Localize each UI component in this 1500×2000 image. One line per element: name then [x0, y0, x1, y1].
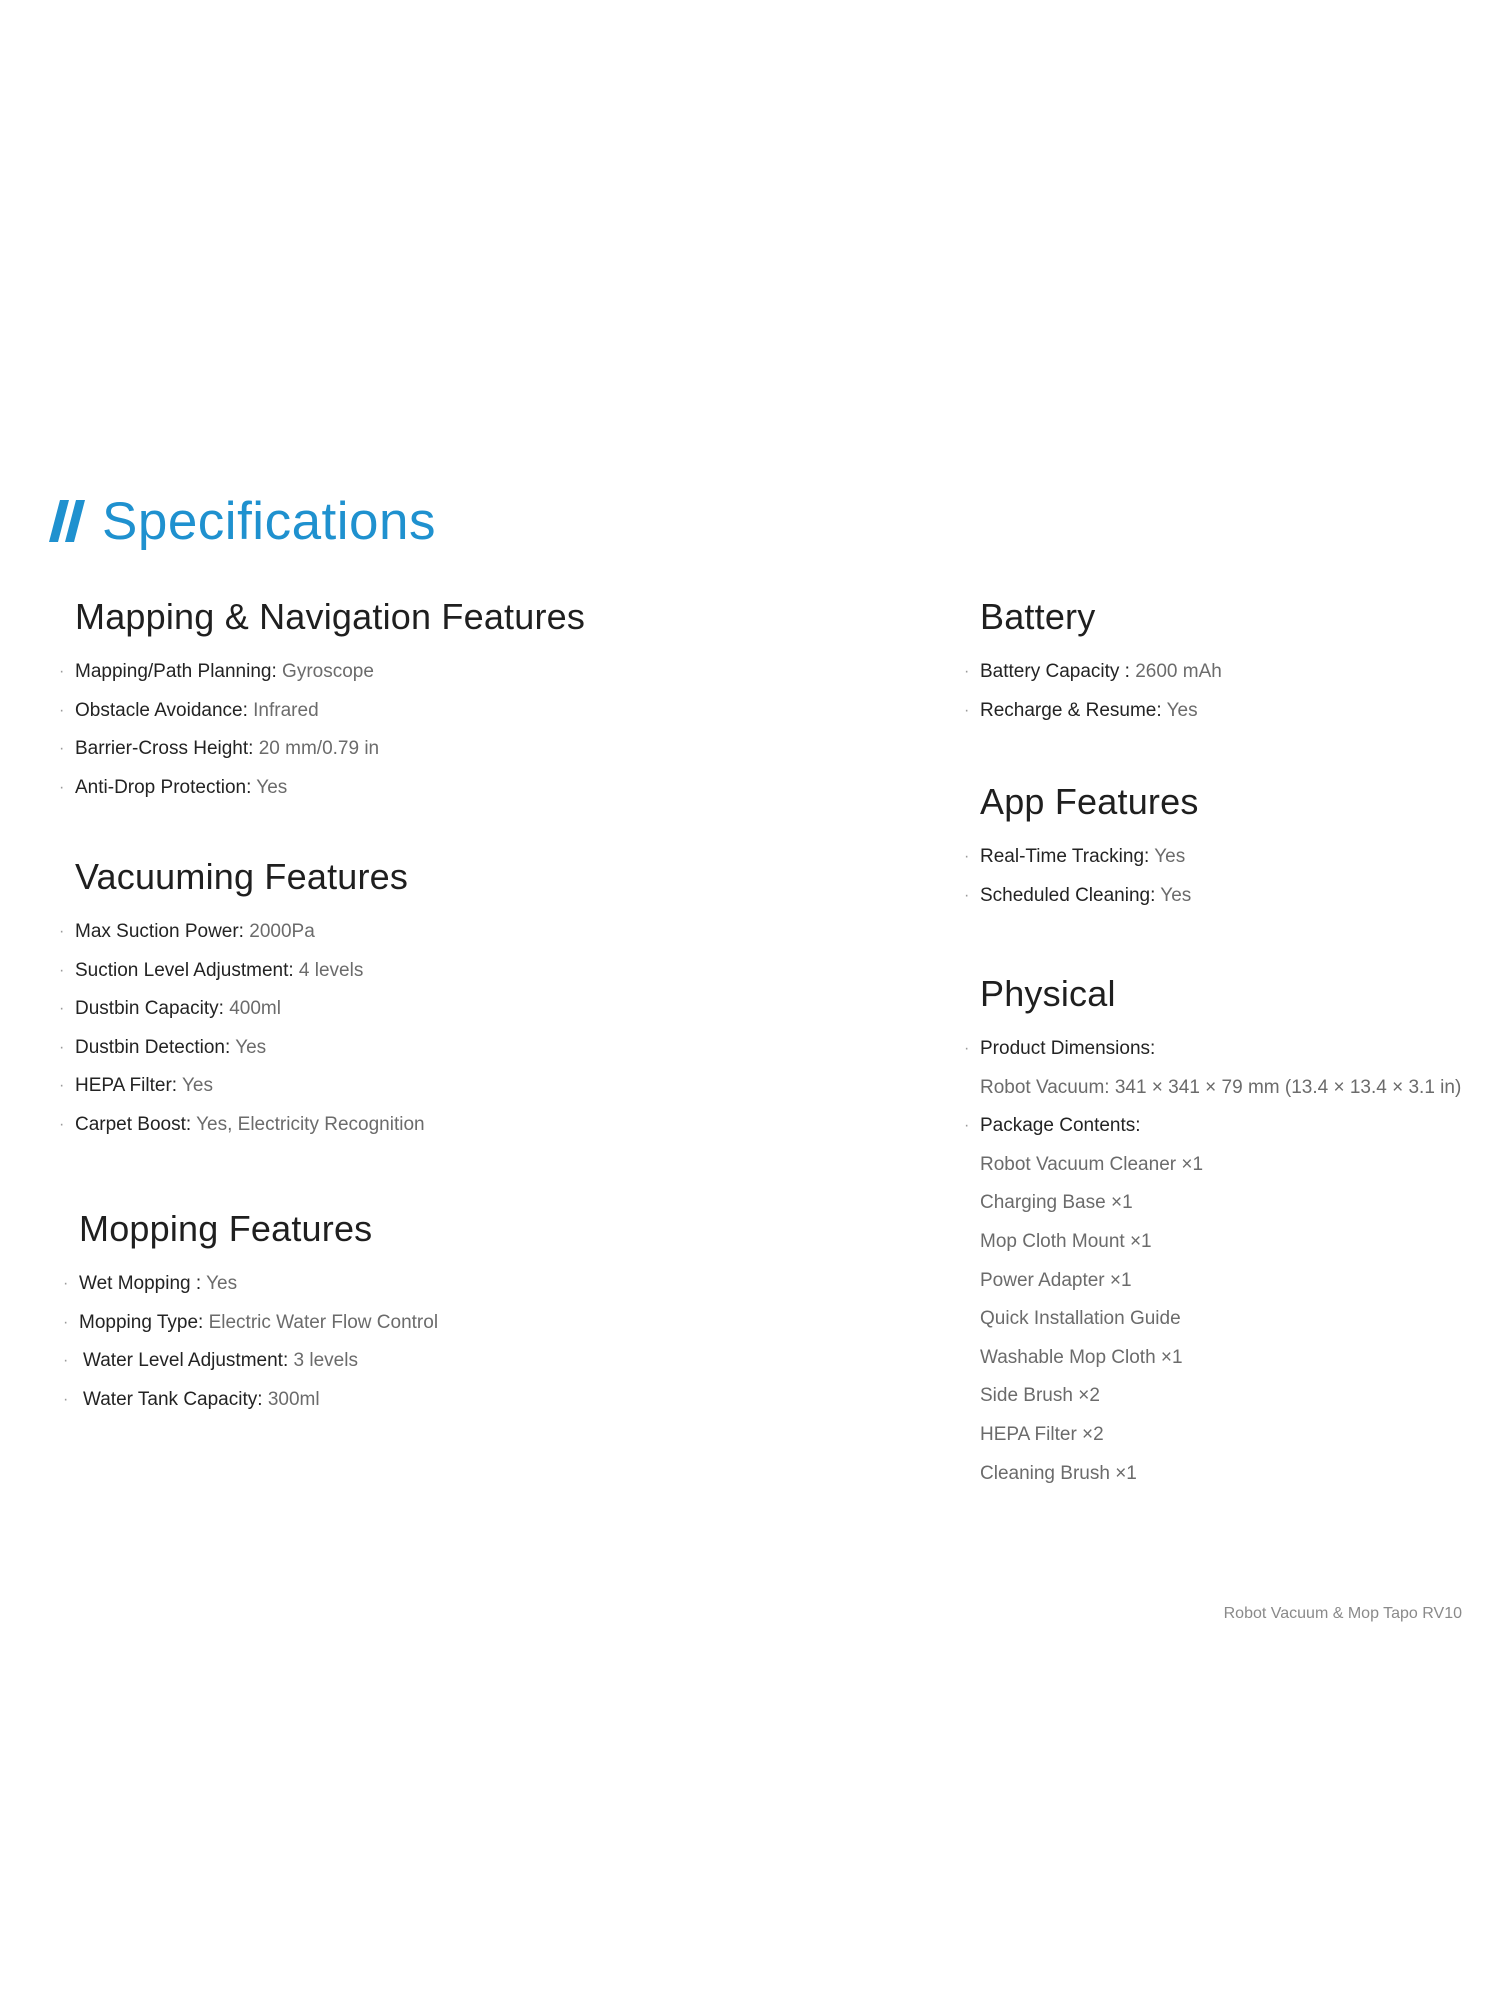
spec-item — [63, 1272, 438, 1311]
spec-value: Yes — [1166, 699, 1198, 721]
double-slash-icon — [48, 496, 92, 546]
spec-item — [59, 699, 585, 738]
spec-item — [59, 920, 425, 959]
spec-item — [964, 1114, 1461, 1153]
bullet: · — [59, 1115, 65, 1133]
spec-list-physical — [964, 1037, 1462, 1500]
page-title: Specifications — [102, 491, 437, 551]
bullet: · — [59, 961, 65, 979]
bullet: · — [63, 1390, 69, 1408]
section-battery — [964, 596, 1222, 737]
spec-label: Water Tank Capacity: — [83, 1388, 263, 1410]
section-vacuuming — [59, 856, 425, 1152]
spec-value: 2600 mAh — [1135, 661, 1222, 682]
bullet: · — [59, 778, 65, 796]
spec-label: Barrier-Cross Height: — [75, 738, 254, 760]
package-item: Power Adapter ×1 — [980, 1269, 1132, 1291]
section-mapping — [59, 596, 586, 814]
spec-item — [63, 1388, 438, 1427]
spec-label: Recharge & Resume: — [980, 699, 1162, 721]
spec-value: Yes — [256, 776, 288, 798]
package-item: Washable Mop Cloth ×1 — [980, 1346, 1183, 1368]
spec-item — [964, 884, 1199, 923]
spec-value: Infrared — [253, 699, 319, 721]
spec-item — [964, 1037, 1461, 1076]
spec-value: 3 levels — [293, 1350, 358, 1372]
spec-value: 300ml — [267, 1388, 320, 1410]
spec-item — [964, 699, 1222, 738]
spec-item — [63, 1311, 439, 1350]
spec-value: Yes — [1154, 846, 1186, 867]
spec-item — [59, 776, 585, 815]
spec-label: Dustbin Detection: — [75, 1036, 231, 1058]
spec-label: Mapping/Path Planning: — [75, 661, 277, 682]
spec-value: Yes — [1160, 884, 1192, 906]
spec-value: Yes — [235, 1036, 267, 1058]
spec-label: HEPA Filter: — [75, 1075, 178, 1097]
spec-item — [59, 737, 585, 776]
bullet: · — [63, 1275, 69, 1292]
spec-label: Wet Mopping : — [79, 1273, 202, 1294]
spec-value: 20 mm/0.79 in — [258, 738, 380, 760]
spec-list-mopping — [63, 1272, 439, 1426]
section-title-mapping: Mapping & Navigation Features — [75, 596, 586, 637]
spec-label: Battery Capacity : — [980, 661, 1130, 682]
spec-item — [63, 1349, 438, 1388]
spec-value: 2000Pa — [249, 921, 315, 942]
bullet: · — [59, 923, 65, 940]
spec-value: Yes — [182, 1075, 213, 1097]
spec-label: Product Dimensions: — [980, 1038, 1156, 1059]
spec-label: Max Suction Power: — [75, 921, 244, 942]
bullet: · — [59, 663, 65, 680]
bullet: · — [964, 663, 970, 680]
spec-label: Package Contents: — [980, 1115, 1141, 1137]
spec-item — [59, 959, 425, 998]
spec-value: 400ml — [229, 998, 281, 1020]
section-title-vacuuming: Vacuuming Features — [75, 856, 409, 897]
bullet: · — [964, 886, 970, 904]
bullet: · — [964, 1117, 970, 1135]
spec-label: Suction Level Adjustment: — [75, 959, 294, 981]
bullet: · — [63, 1352, 69, 1370]
section-mopping — [63, 1208, 439, 1426]
package-item: Mop Cloth Mount ×1 — [980, 1230, 1152, 1252]
package-item: Charging Base ×1 — [980, 1192, 1133, 1214]
spec-label: Real-Time Tracking: — [980, 846, 1150, 867]
spec-value: Yes — [206, 1273, 238, 1294]
section-physical — [964, 973, 1462, 1500]
spec-item — [59, 1074, 425, 1113]
package-item: HEPA Filter ×2 — [980, 1423, 1104, 1445]
spec-item — [964, 660, 1222, 699]
spec-list-mapping — [59, 660, 585, 814]
spec-list-battery — [964, 660, 1222, 737]
spec-label: Dustbin Capacity: — [75, 998, 224, 1020]
package-item: Side Brush ×2 — [980, 1385, 1100, 1407]
bullet: · — [964, 701, 970, 719]
section-app — [964, 781, 1199, 922]
spec-value: Electric Water Flow Control — [208, 1311, 439, 1333]
spec-label: Mopping Type: — [79, 1311, 204, 1333]
spec-list-app — [964, 845, 1199, 922]
spec-value: 4 levels — [298, 959, 364, 981]
spec-label: Anti-Drop Protection: — [75, 776, 252, 798]
section-title-physical: Physical — [980, 973, 1116, 1014]
spec-label: Water Level Adjustment: — [83, 1350, 289, 1372]
bullet: · — [59, 1000, 65, 1018]
spec-label: Obstacle Avoidance: — [75, 699, 248, 721]
bullet: · — [59, 1038, 65, 1056]
spec-value: Gyroscope — [282, 661, 374, 682]
dimensions-value: Robot Vacuum: 341 × 341 × 79 mm (13.4 × 13.4 × 3.1 in) — [980, 1076, 1462, 1098]
spec-label: Carpet Boost: — [75, 1113, 192, 1135]
bullet: · — [964, 848, 970, 865]
bullet: · — [59, 740, 65, 758]
package-item: Robot Vacuum Cleaner ×1 — [980, 1153, 1204, 1175]
section-title-app: App Features — [980, 781, 1199, 822]
bullet: · — [59, 701, 65, 719]
spec-item — [964, 845, 1199, 884]
bullet: · — [964, 1040, 970, 1057]
bullet: · — [63, 1313, 69, 1331]
section-title-mopping: Mopping Features — [79, 1208, 373, 1249]
page-header — [48, 486, 436, 556]
spec-value: Yes, Electricity Recognition — [196, 1113, 425, 1135]
spec-item — [59, 997, 425, 1036]
spec-list-vacuuming — [59, 920, 425, 1152]
spec-item — [59, 660, 585, 699]
footer-product-name: Robot Vacuum & Mop Tapo RV10 — [1223, 1605, 1462, 1622]
package-item: Quick Installation Guide — [980, 1308, 1181, 1330]
bullet: · — [59, 1077, 65, 1095]
section-title-battery: Battery — [980, 596, 1096, 637]
spec-item — [59, 1036, 425, 1075]
spec-label: Scheduled Cleaning: — [980, 884, 1156, 906]
package-item: Cleaning Brush ×1 — [980, 1462, 1137, 1484]
spec-item — [59, 1113, 425, 1152]
